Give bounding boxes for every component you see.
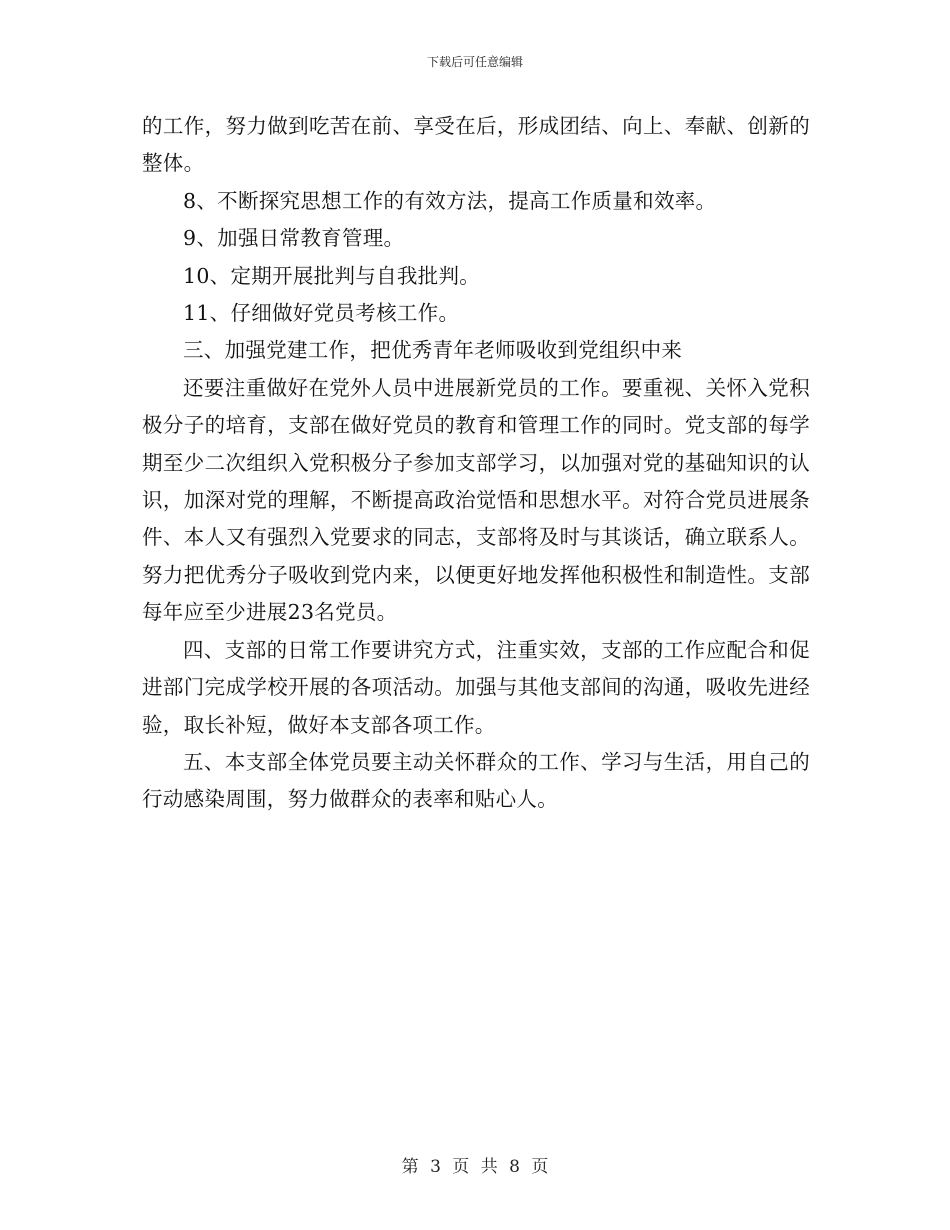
section-heading-3: 三、加强党建工作，把优秀青年老师吸收到党组织中来 bbox=[183, 338, 683, 363]
document-body bbox=[142, 108, 810, 819]
paragraph-2: 8、不断探究思想工作的有效方法，提高工作质量和效率。 bbox=[183, 188, 717, 213]
page-number: 第 3 页 共 8 页 bbox=[401, 1157, 549, 1177]
page-header-note: 下载后可任意编辑 bbox=[426, 55, 523, 69]
paragraph-5: 11、仔细做好党员考核工作。 bbox=[183, 301, 460, 326]
section-4: 四、支部的日常工作要讲究方式，注重实效，支部的工作应配合和促进部门完成学校开展的各项活动。加强与其他支部间的沟通，吸收先进经验，取长补短，做好本支部各项工作。 bbox=[142, 637, 810, 737]
paragraph-4: 10、定期开展批判与自我批判。 bbox=[183, 263, 481, 288]
section-5: 五、本支部全体党员要主动关怀群众的工作、学习与生活，用自己的行动感染周围，努力做群众的表率和贴心人。 bbox=[142, 749, 810, 812]
paragraph-7: 还要注重做好在党外人员中进展新党员的工作。要重视、关怀入党积极分子的培育，支部在做好党员的教育和管理工作的同时。党支部的每学期至少二次组织入党积极分子参加支部学习，以加强对党的基础知识的认识，加深对党的理解，不断提高政治觉悟和思想水平。对符合党员进展条件、本人又有强烈入党要求的同志，支部将及时与其谈话，确立联系人。努力把优秀分子吸收到党内来，以便更好地发挥他积极性和制造性。支部每年应至少进展23名党员。 bbox=[142, 375, 810, 625]
paragraph-1: 的工作，努力做到吃苦在前、享受在后，形成团结、向上、奉献、创新的整体。 bbox=[142, 114, 810, 176]
paragraph-3: 9、加强日常教育管理。 bbox=[183, 226, 405, 251]
